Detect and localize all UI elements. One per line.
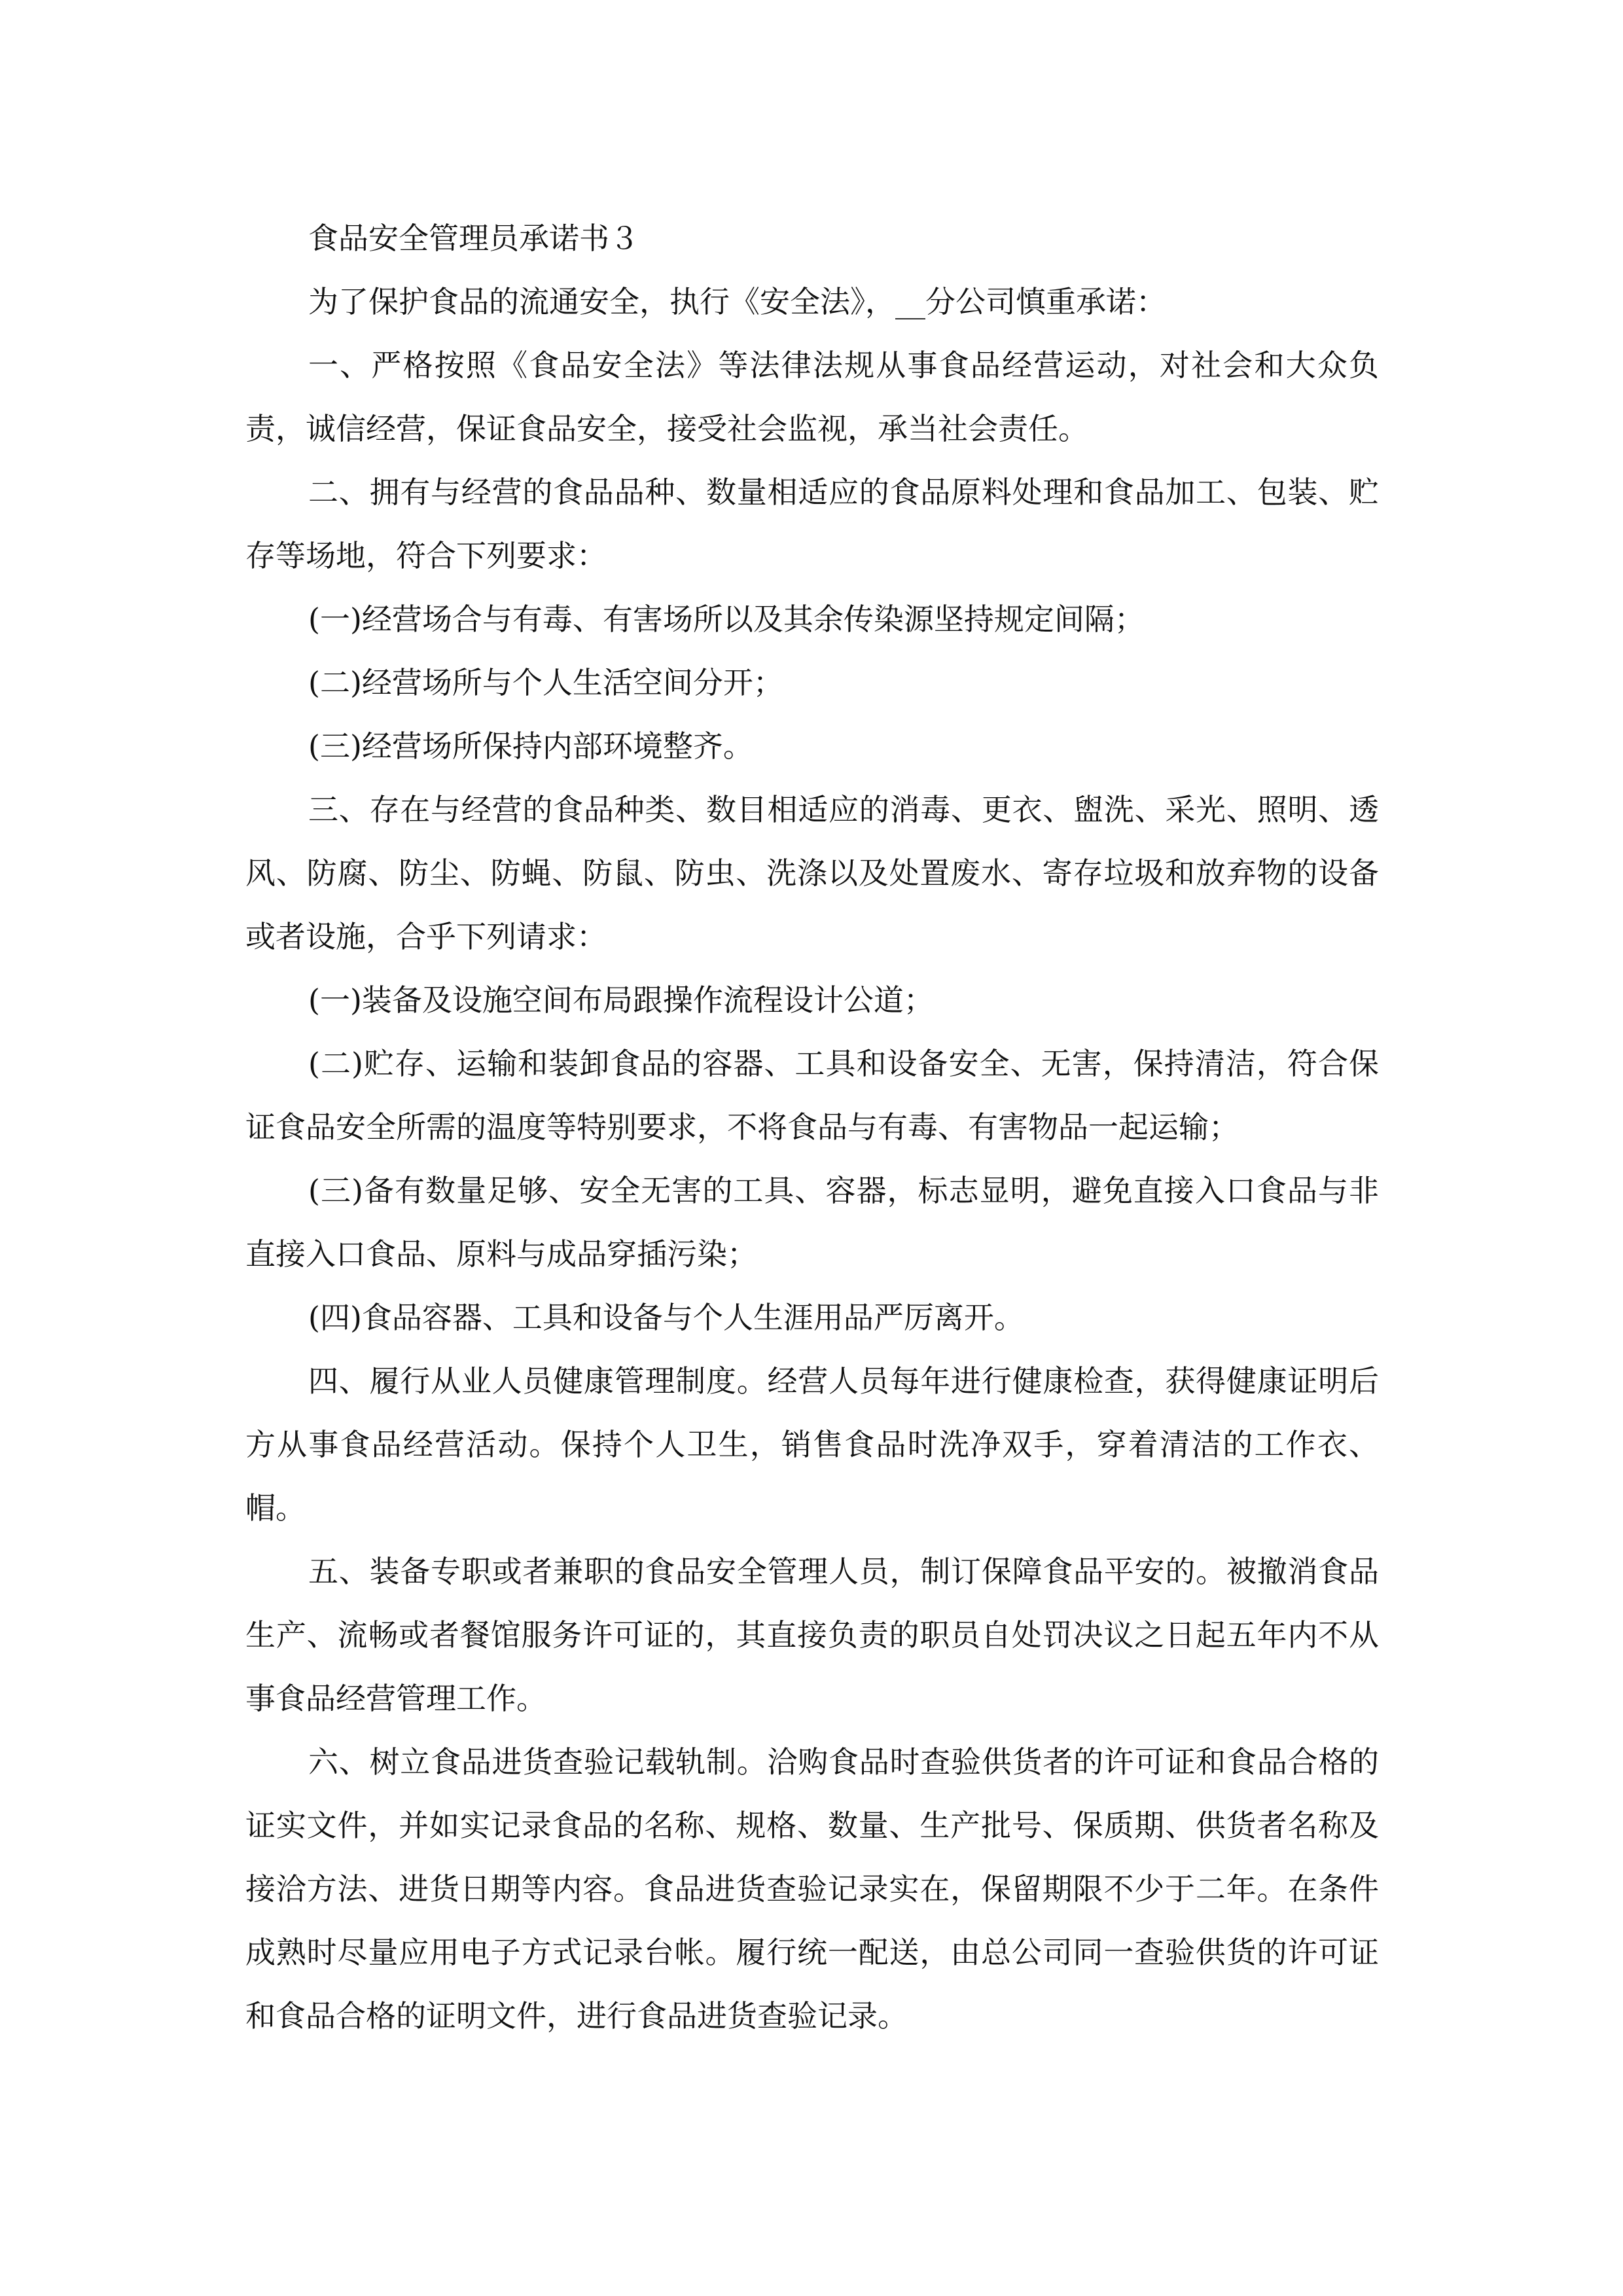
paragraph-2: 二、拥有与经营的食品品种、数量相适应的食品原料处理和食品加工、包装、贮存等场地，符合下列要求： [245,475,1379,573]
paragraph-3-3: (三)备有数量足够、安全无害的工具、容器，标志显明，避免直接入口食品与非直接入口食品、原料与成品穿插污染； [245,1173,1379,1272]
paragraph-3-4: (四)食品容器、工具和设备与个人生涯用品严厉离开。 [308,1300,1024,1335]
paragraph-2-2: (二)经营场所与个人生活空间分开； [308,665,783,700]
paragraph-6: 六、树立食品进货查验记载轨制。洽购食品时查验供货者的许可证和食品合格的证实文件，并如实记录食品的名称、规格、数量、生产批号、保质期、供货者名称及接洽方法、进货日期等内容。食品进货查验记录实在，保留期限不少于二年。在条件成熟时尽量应用电子方式记录台帐。履行统一配送，由总公司同一查验供货的许可证和食品合格的证明文件，进行食品进货查验记录。 [245,1744,1379,2034]
document-body [245,207,1379,2048]
paragraph-5: 五、装备专职或者兼职的食品安全管理人员，制订保障食品平安的。被撤消食品生产、流畅或者餐馆服务许可证的，其直接负责的职员自处罚决议之日起五年内不从事食品经营管理工作。 [245,1554,1379,1716]
paragraph-2-3: (三)经营场所保持内部环境整齐。 [308,728,753,764]
paragraph-intro: 为了保护食品的流通安全，执行《安全法》，__分公司慎重承诺： [308,284,1166,319]
paragraph-3-2: (二)贮存、运输和装卸食品的容器、工具和设备安全、无害，保持清洁，符合保证食品安全所需的温度等特别要求，不将食品与有毒、有害物品一起运输； [245,1046,1379,1145]
paragraph-2-1: (一)经营场合与有毒、有害场所以及其余传染源坚持规定间隔； [308,601,1145,637]
document-title: 食品安全管理员承诺书３ [308,221,639,256]
paragraph-3-1: (一)装备及设施空间布局跟操作流程设计公道； [308,982,934,1018]
paragraph-4: 四、履行从业人员健康管理制度。经营人员每年进行健康检查，获得健康证明后方从事食品经营活动。保持个人卫生，销售食品时洗净双手，穿着清洁的工作衣、帽。 [245,1363,1379,1526]
paragraph-1: 一、严格按照《食品安全法》等法律法规从事食品经营运动，对社会和大众负责，诚信经营，保证食品安全，接受社会监视，承当社会责任。 [245,348,1379,446]
paragraph-3: 三、存在与经营的食品种类、数目相适应的消毒、更衣、盥洗、采光、照明、透风、防腐、防尘、防蝇、防鼠、防虫、洗涤以及处置废水、寄存垃圾和放弃物的设备或者设施，合乎下列请求： [245,792,1379,954]
